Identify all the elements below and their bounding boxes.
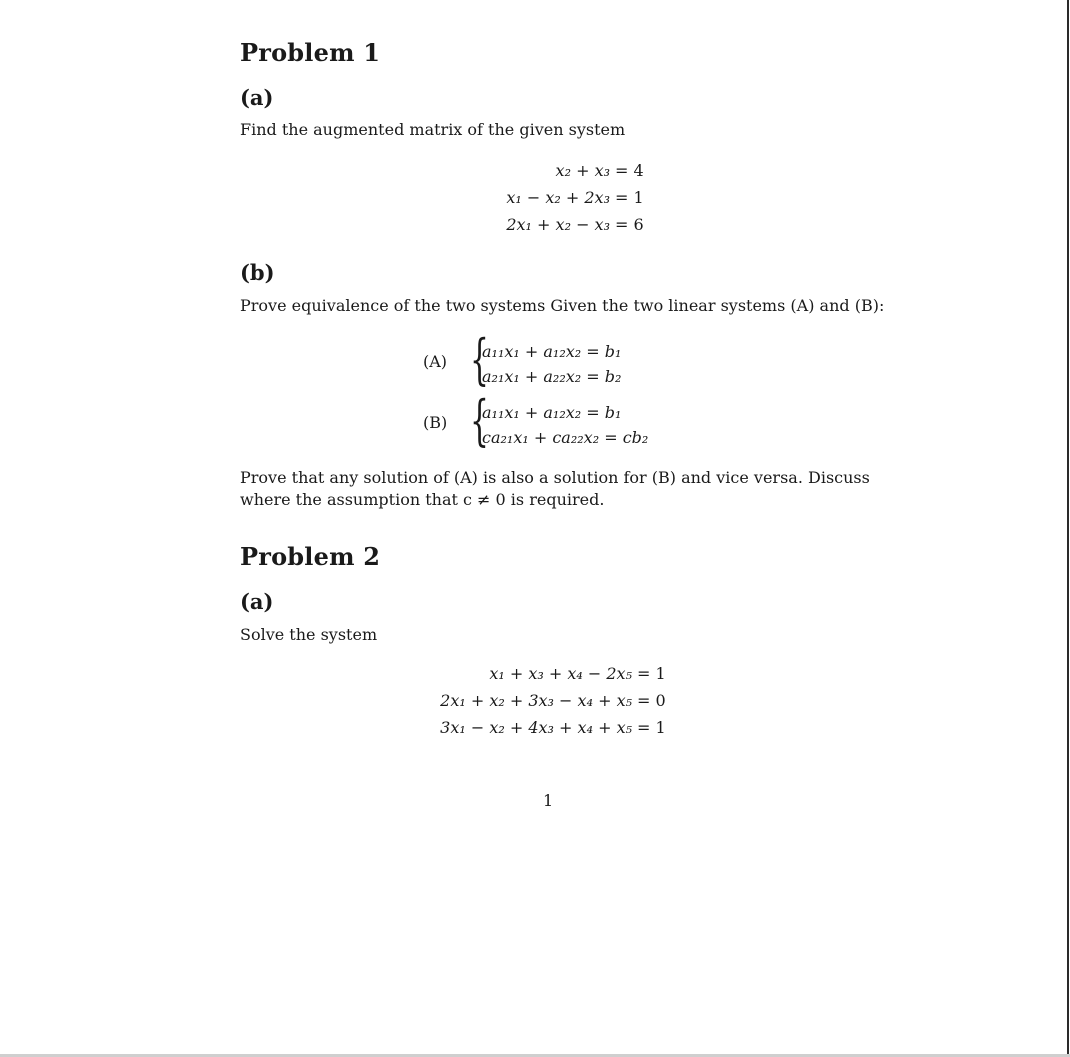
equation-3-lhs: 2x₁ + x₂ − x₃ bbox=[506, 215, 610, 234]
problem-1-part-b-intro: Prove equivalence of the two systems Given the two linear systems (A) and (B): bbox=[240, 296, 885, 315]
equation-3-rhs: = 1 bbox=[637, 718, 666, 737]
problem-2-heading: Problem 2 bbox=[240, 542, 381, 571]
system-a-label: (A) bbox=[423, 352, 448, 371]
equation-1-rhs: = 4 bbox=[615, 161, 644, 180]
system-b-equations bbox=[482, 400, 648, 450]
problem-1-equation-system bbox=[460, 157, 644, 238]
problem-2-part-a-label: (a) bbox=[240, 589, 274, 614]
system-a-line-1: a₁₁x₁ + a₁₂x₂ = b₁ bbox=[482, 342, 622, 361]
problem-2-part-a-text: Solve the system bbox=[240, 625, 378, 644]
equation-2-lhs: x₁ − x₂ + 2x₃ bbox=[506, 188, 610, 207]
equation-1-lhs: x₁ + x₃ + x₄ − 2x₅ bbox=[489, 664, 632, 683]
system-b-line-2: ca₂₁x₁ + ca₂₂x₂ = cb₂ bbox=[482, 428, 649, 447]
system-b-brace: { bbox=[470, 389, 489, 452]
problem-1-part-b-conclusion-line-2: where the assumption that c ≠ 0 is required. bbox=[240, 490, 605, 509]
system-a-brace: { bbox=[470, 328, 489, 391]
problem-1-part-a-text: Find the augmented matrix of the given system bbox=[240, 120, 626, 139]
page-right-edge bbox=[1067, 0, 1069, 1057]
problem-1-heading: Problem 1 bbox=[240, 38, 381, 67]
problem-1-part-a-label: (a) bbox=[240, 85, 274, 110]
page-number: 1 bbox=[543, 791, 554, 810]
problem-1-part-b-conclusion-line-1: Prove that any solution of (A) is also a solution for (B) and vice versa. Discuss bbox=[240, 468, 870, 487]
equation-2-rhs: = 1 bbox=[615, 188, 644, 207]
equation-2-rhs: = 0 bbox=[637, 691, 666, 710]
system-a-line-2: a₂₁x₁ + a₂₂x₂ = b₂ bbox=[482, 367, 622, 386]
equation-1-rhs: = 1 bbox=[637, 664, 666, 683]
equation-3-lhs: 3x₁ − x₂ + 4x₃ + x₄ + x₅ bbox=[440, 718, 632, 737]
equation-3-rhs: = 6 bbox=[615, 215, 644, 234]
problem-1-part-b-label: (b) bbox=[240, 260, 275, 285]
problem-2-equation-system bbox=[410, 660, 666, 741]
equation-2-lhs: 2x₁ + x₂ + 3x₃ − x₄ + x₅ bbox=[440, 691, 632, 710]
equation-1-lhs: x₂ + x₃ bbox=[555, 161, 610, 180]
system-a-equations bbox=[482, 339, 621, 389]
system-b-label: (B) bbox=[423, 413, 448, 432]
system-b-line-1: a₁₁x₁ + a₁₂x₂ = b₁ bbox=[482, 403, 622, 422]
